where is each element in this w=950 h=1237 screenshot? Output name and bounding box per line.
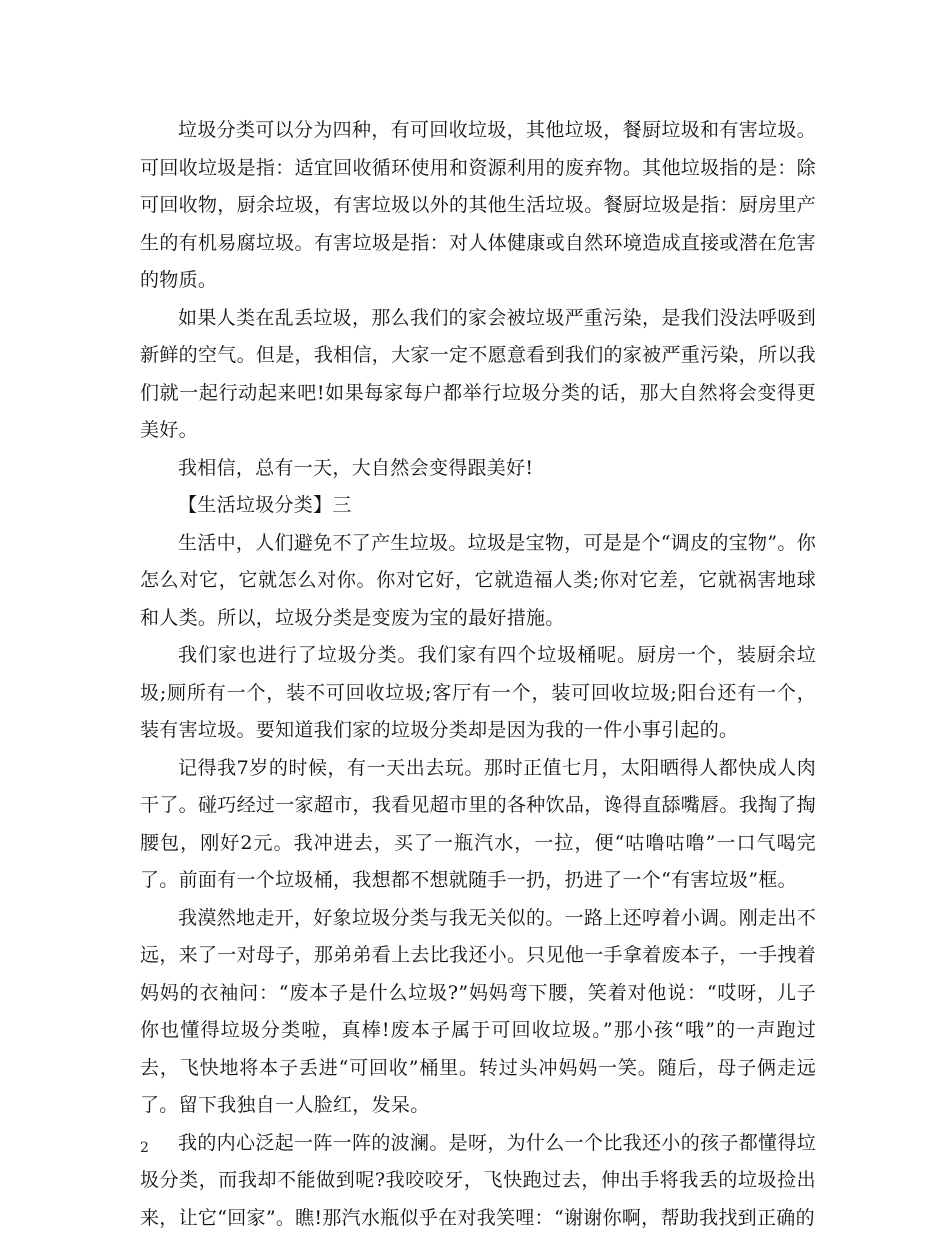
section-heading: 【生活垃圾分类】三	[140, 487, 816, 525]
paragraph-family-bins: 我们家也进行了垃圾分类。我们家有四个垃圾桶呢。厨房一个，装厨余垃圾;厕所有一个，装不可回收垃圾;客厅有一个，装可回收垃圾;阳台还有一个，装有害垃圾。要知道我们家的垃圾分类却是因为我的一件小事引起的。	[140, 637, 816, 750]
paragraph-classification-types: 垃圾分类可以分为四种，有可回收垃圾，其他垃圾，餐厨垃圾和有害垃圾。可回收垃圾是指：适宜回收循环使用和资源利用的废弃物。其他垃圾指的是：除可回收物，厨余垃圾，有害垃圾以外的其他生活垃圾。餐厨垃圾是指：厨房里产生的有机易腐垃圾。有害垃圾是指：对人体健康或自然环境造成直接或潜在危害的物质。	[140, 112, 816, 300]
paragraph-mother-son: 我漠然地走开，好象垃圾分类与我无关似的。一路上还哼着小调。刚走出不远，来了一对母子，那弟弟看上去比我还小。只见他一手拿着废本子，一手拽着妈妈的衣袖问：“废本子是什么垃圾?”妈妈弯下腰，笑着对他说：“哎呀，儿子你也懂得垃圾分类啦，真棒!废本子属于可回收垃圾。”那小孩“哦”的一声跑过去，飞快地将本子丢进“可回收”桶里。转过头冲妈妈一笑。随后，母子俩走远了。留下我独自一人脸红，发呆。	[140, 900, 816, 1125]
paragraph-pollution: 如果人类在乱丢垃圾，那么我们的家会被垃圾严重污染，是我们没法呼吸到新鲜的空气。但是，我相信，大家一定不愿意看到我们的家被严重污染，所以我们就一起行动起来吧!如果每家每户都举行垃圾分类的话，那大自然将会变得更美好。	[140, 300, 816, 450]
paragraph-memory: 记得我7岁的时候，有一天出去玩。那时正值七月，太阳晒得人都快成人肉干了。碰巧经过一家超市，我看见超市里的各种饮品，谗得直舔嘴唇。我掏了掏腰包，刚好2元。我冲进去，买了一瓶汽水，一拉，便“咕噜咕噜”一口气喝完了。前面有一个垃圾桶，我想都不想就随手一扔，扔进了一个“有害垃圾”框。	[140, 750, 816, 900]
paragraph-belief: 我相信，总有一天，大自然会变得跟美好!	[140, 450, 816, 488]
document-body	[140, 112, 816, 1237]
paragraph-naughty-treasure: 生活中，人们避免不了产生垃圾。垃圾是宝物，可是是个“调皮的宝物”。你怎么对它，它就怎么对你。你对它好，它就造福人类;你对它差，它就祸害地球和人类。所以，垃圾分类是变废为宝的最好措施。	[140, 525, 816, 638]
page-number: 2	[140, 1140, 149, 1156]
paragraph-reflection: 我的内心泛起一阵一阵的波澜。是呀，为什么一个比我还小的孩子都懂得垃圾分类，而我却不能做到呢?我咬咬牙，飞快跑过去，伸出手将我丢的垃圾捡出来，让它“回家”。瞧!那汽水瓶似乎在对我笑哩：“谢谢你啊，帮助我找到正确的	[140, 1125, 816, 1237]
